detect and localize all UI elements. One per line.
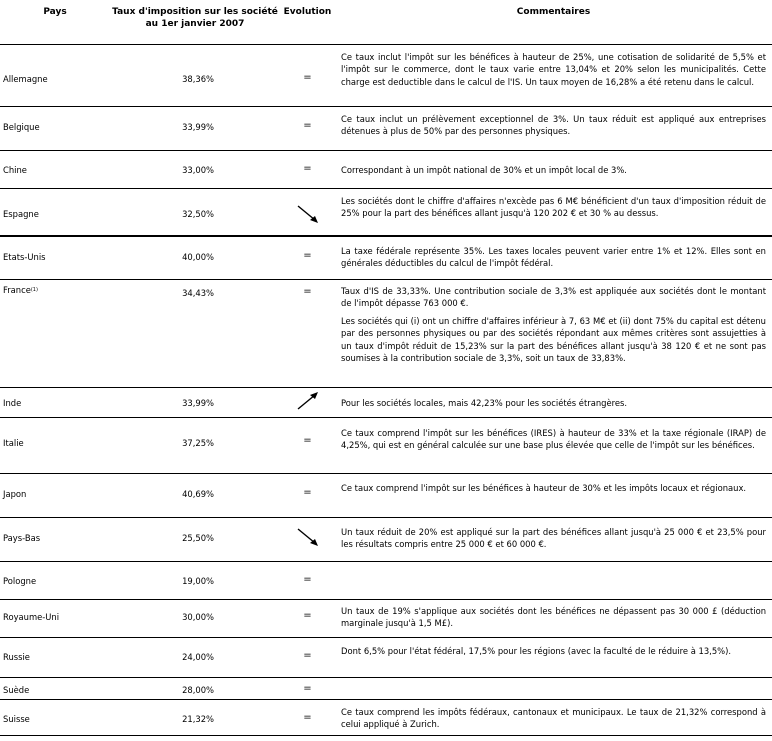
table-row <box>0 418 772 474</box>
comment-cell: Ce taux comprend l'impôt sur les bénéfices (IRES) à hauteur de 33% et la taxe régionale (IRAP) de 4,25%, qui est en général calculée sur une base plus élevée que celle de l'impôt sur les bénéfices. <box>335 418 772 474</box>
evolution-cell <box>280 474 335 518</box>
equal-icon: = <box>303 163 312 174</box>
rate-cell: 30,00% <box>110 600 280 638</box>
equal-icon: = <box>303 487 312 498</box>
up-arrow-icon <box>296 391 320 411</box>
comment-cell: Ce taux comprend l'impôt sur les bénéfices à hauteur de 30% et les impôts locaux et régionaux. <box>335 474 772 518</box>
rate-cell: 25,50% <box>110 518 280 562</box>
evolution-cell <box>280 388 335 418</box>
evolution-cell <box>280 700 335 736</box>
table-row <box>0 107 772 151</box>
comment-cell: Ce taux comprend les impôts fédéraux, cantonaux et municipaux. Le taux de 21,32% correspond à celui appliqué à Zurich. <box>335 700 772 736</box>
rate-cell: 19,00% <box>110 562 280 600</box>
equal-icon: = <box>303 574 312 585</box>
rate-cell: 38,36% <box>110 45 280 107</box>
equal-icon: = <box>303 249 312 261</box>
comment-cell: Les sociétés dont le chiffre d'affaires n'excède pas 6 M€ bénéficient d'un taux d'imposition réduit de 25% pour la part des bénéfices allant jusqu'à 120 202 € et 30 % au dessus. <box>335 189 772 236</box>
evolution-cell <box>280 236 335 280</box>
rate-cell: 33,99% <box>110 107 280 151</box>
table-row <box>0 700 772 736</box>
table-row <box>0 518 772 562</box>
country-cell: Royaume-Uni <box>0 600 110 638</box>
evolution-cell <box>280 280 335 388</box>
evolution-cell <box>280 518 335 562</box>
equal-icon: = <box>303 286 312 297</box>
equal-icon: = <box>303 650 312 661</box>
equal-icon: = <box>303 120 312 131</box>
evolution-cell <box>280 678 335 700</box>
rate-cell: 40,00% <box>110 236 280 280</box>
rate-cell: 24,00% <box>110 638 280 678</box>
equal-icon: = <box>303 610 312 621</box>
country-cell: Chine <box>0 151 110 189</box>
header-evolution: Evolution <box>280 0 335 45</box>
comment-cell: Ce taux inclut un prélèvement exceptionnel de 3%. Un taux réduit est appliqué aux entreprises détenues à plus de 50% par des personnes physiques. <box>335 107 772 151</box>
rate-cell: 32,50% <box>110 189 280 236</box>
rate-cell: 34,43% <box>110 280 280 388</box>
table-row <box>0 280 772 388</box>
country-cell: Suisse <box>0 700 110 736</box>
down-arrow-icon <box>296 204 320 224</box>
header-commentaires: Commentaires <box>335 0 772 45</box>
country-cell: Belgique <box>0 107 110 151</box>
evolution-cell <box>280 107 335 151</box>
comment-cell: Dont 6,5% pour l'état fédéral, 17,5% pour les régions (avec la faculté de le réduire à 13,5%). <box>335 638 772 678</box>
header-pays: Pays <box>0 0 110 45</box>
comment-paragraph: Les sociétés qui (i) ont un chiffre d'affaires inférieur à 7, 63 M€ et (ii) dont 75% du capital est détenu par des personnes physiques ou par des sociétés répondant aux mêmes critères sont assujetties à un taux d'impôt réduit de 15,23% sur la part des bénéfices allant jusqu'à 38 120 € et ne sont pas soumises à la contribution sociale de 3,3%, soit un taux de 33,83%. <box>341 315 766 364</box>
comment-cell: Ce taux inclut l'impôt sur les bénéfices à hauteur de 25%, une cotisation de solidarité de 5,5% et l'impôt sur le commerce, dont le taux varie entre 13,04% et 20% selon les municipalités. Cette charge est deductible dans le calcul de l'IS. Un taux moyen de 16,28% a été retenu dans le calcul. <box>335 45 772 107</box>
comment-cell <box>335 280 772 388</box>
evolution-cell <box>280 562 335 600</box>
country-cell: Pologne <box>0 562 110 600</box>
comment-cell <box>335 562 772 600</box>
country-cell: Japon <box>0 474 110 518</box>
equal-icon: = <box>303 72 312 83</box>
rate-cell: 28,00% <box>110 678 280 700</box>
table-row <box>0 474 772 518</box>
rate-cell: 33,99% <box>110 388 280 418</box>
table-header-row <box>0 0 772 45</box>
comment-cell: Correspondant à un impôt national de 30% et un impôt local de 3%. <box>335 151 772 189</box>
table-row <box>0 236 772 280</box>
rate-cell: 21,32% <box>110 700 280 736</box>
header-taux: Taux d'imposition sur les société au 1er janvier 2007 <box>110 0 280 45</box>
evolution-cell <box>280 418 335 474</box>
country-name: France <box>3 285 31 295</box>
comment-cell: Un taux de 19% s'applique aux sociétés dont les bénéfices ne dépassent pas 30 000 £ (déduction marginale jusqu'à 1,5 M£). <box>335 600 772 638</box>
comment-paragraph: Taux d'IS de 33,33%. Une contribution sociale de 3,3% est appliquée aux sociétés dont le montant de l'impôt dépasse 763 000 €. <box>341 286 766 309</box>
comment-cell: Pour les sociétés locales, mais 42,23% pour les sociétés étrangères. <box>335 388 772 418</box>
country-cell: Espagne <box>0 189 110 236</box>
country-cell: Russie <box>0 638 110 678</box>
rate-cell: 33,00% <box>110 151 280 189</box>
comment-cell: La taxe fédérale représente 35%. Les taxes locales peuvent varier entre 1% et 12%. Elles sont en générales déductibles du calcul de l'impôt fédéral. <box>335 236 772 280</box>
down-arrow-icon <box>296 527 320 547</box>
country-cell: Italie <box>0 418 110 474</box>
rate-cell: 40,69% <box>110 474 280 518</box>
table-row <box>0 45 772 107</box>
country-cell: Suède <box>0 678 110 700</box>
country-cell: Pays-Bas <box>0 518 110 562</box>
country-cell: Inde <box>0 388 110 418</box>
table-row <box>0 562 772 600</box>
evolution-cell <box>280 189 335 236</box>
evolution-cell <box>280 151 335 189</box>
comment-cell <box>335 678 772 700</box>
evolution-cell <box>280 600 335 638</box>
table-row <box>0 151 772 189</box>
table-row <box>0 388 772 418</box>
country-cell <box>0 280 110 388</box>
table-row <box>0 189 772 236</box>
country-cell: Etats-Unis <box>0 236 110 280</box>
rate-cell: 37,25% <box>110 418 280 474</box>
table-row <box>0 678 772 700</box>
equal-icon: = <box>303 435 312 446</box>
table-row <box>0 638 772 678</box>
equal-icon: = <box>303 683 312 694</box>
evolution-cell <box>280 638 335 678</box>
equal-icon: = <box>303 712 312 723</box>
country-cell: Allemagne <box>0 45 110 107</box>
comment-cell: Un taux réduit de 20% est appliqué sur la part des bénéfices allant jusqu'à 25 000 € et 23,5% pour les résultats compris entre 25 000 € et 60 000 €. <box>335 518 772 562</box>
evolution-cell <box>280 45 335 107</box>
table-row <box>0 600 772 638</box>
footnote-ref: (1) <box>30 287 38 293</box>
